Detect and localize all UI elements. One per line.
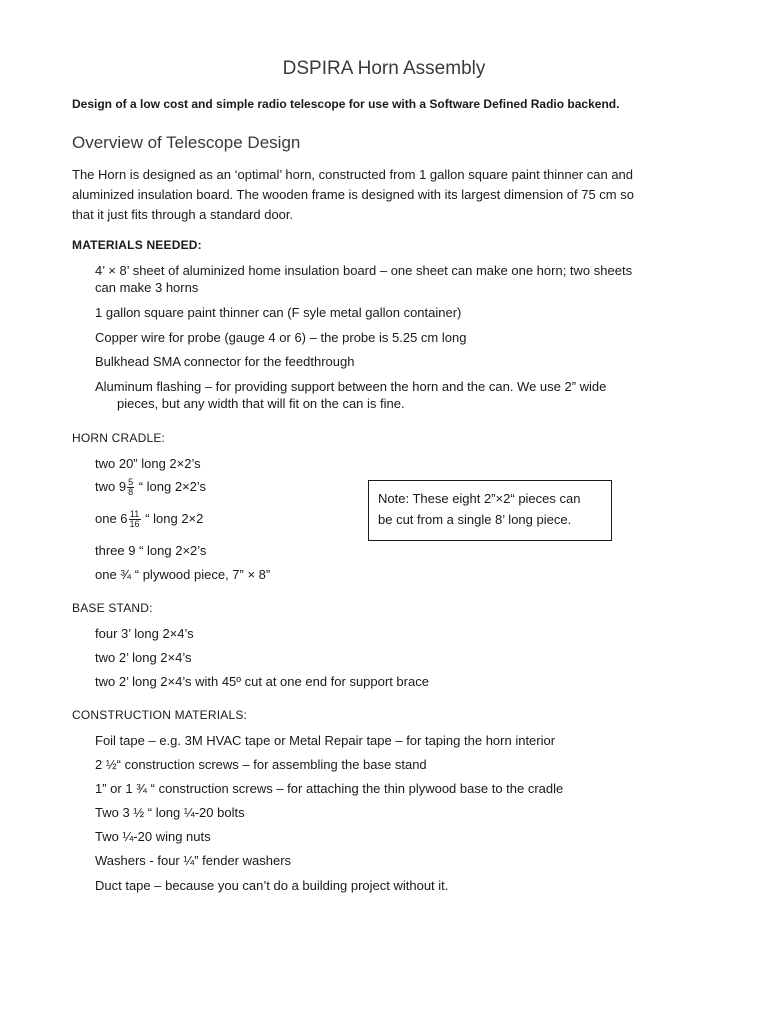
construction-heading: CONSTRUCTION MATERIALS: (72, 708, 248, 722)
note-line: Note: These eight 2”×2“ pieces can (378, 491, 581, 506)
overview-heading: Overview of Telescope Design (72, 133, 301, 152)
construction-item: 1” or 1 ¾ “ construction screws – for attaching the thin plywood base to the cradle (95, 781, 564, 796)
note-line: be cut from a single 8’ long piece. (378, 512, 572, 527)
document-title: DSPIRA Horn Assembly (282, 58, 486, 79)
fraction (129, 510, 141, 529)
construction-item: Two 3 ½ “ long ¼-20 bolts (95, 805, 245, 820)
construction-item: Washers - four ¼” fender washers (95, 853, 292, 868)
cradle-item: three 9 “ long 2×2’s (95, 543, 207, 558)
materials-heading: MATERIALS NEEDED: (72, 238, 202, 252)
construction-item: Two ¼-20 wing nuts (95, 829, 211, 844)
construction-item: Foil tape – e.g. 3M HVAC tape or Metal Repair tape – for taping the horn interior (95, 733, 556, 748)
base-item: two 2’ long 2×4’s (95, 650, 192, 665)
cradle-item-text: “ long 2×2 (145, 511, 204, 526)
construction-item: Duct tape – because you can’t do a building project without it. (95, 878, 449, 893)
fraction-numerator: 11 (129, 509, 140, 520)
cradle-item: one ¾ “ plywood piece, 7” × 8” (95, 567, 271, 582)
materials-item-line: 4’ × 8’ sheet of aluminized home insulation board – one sheet can make one horn; two sheets (95, 263, 633, 278)
fraction-denominator: 8 (128, 487, 134, 498)
note-box (368, 480, 612, 541)
cradle-item-text: two 9 (95, 479, 127, 494)
materials-item-line: can make 3 horns (95, 280, 199, 295)
materials-item-line: Aluminum flashing – for providing support between the horn and the can. We use 2” wide (95, 379, 607, 394)
fraction (127, 478, 134, 497)
materials-item: 1 gallon square paint thinner can (F syle metal gallon container) (95, 305, 462, 320)
document-subtitle: Design of a low cost and simple radio telescope for use with a Software Defined Radio backend. (72, 97, 620, 111)
base-heading: BASE STAND: (72, 601, 153, 615)
cradle-item-text: “ long 2×2’s (138, 479, 207, 494)
materials-item (95, 262, 685, 296)
materials-item: Copper wire for probe (gauge 4 or 6) – the probe is 5.25 cm long (95, 330, 467, 345)
materials-item: Bulkhead SMA connector for the feedthrough (95, 354, 355, 369)
fraction-denominator: 16 (129, 519, 140, 530)
fraction-numerator: 5 (128, 477, 134, 488)
cradle-item: two 20” long 2×2’s (95, 456, 201, 471)
base-item: four 3’ long 2×4’s (95, 626, 194, 641)
overview-line: that it just fits through a standard door. (72, 207, 294, 222)
materials-item-line: pieces, but any width that will fit on the can is fine. (117, 396, 405, 411)
base-item: two 2’ long 2×4’s with 45º cut at one end for support brace (95, 674, 429, 689)
overview-line: The Horn is designed as an ‘optimal’ horn, constructed from 1 gallon square paint thinner can and (72, 167, 634, 182)
cradle-item-text: one 6 (95, 511, 128, 526)
overview-line: aluminized insulation board. The wooden frame is designed with its largest dimension of 75 cm so (72, 187, 634, 202)
cradle-heading: HORN CRADLE: (72, 431, 166, 445)
overview-paragraph (72, 165, 684, 225)
construction-item: 2 ½“ construction screws – for assembling the base stand (95, 757, 427, 772)
materials-item (95, 378, 685, 412)
